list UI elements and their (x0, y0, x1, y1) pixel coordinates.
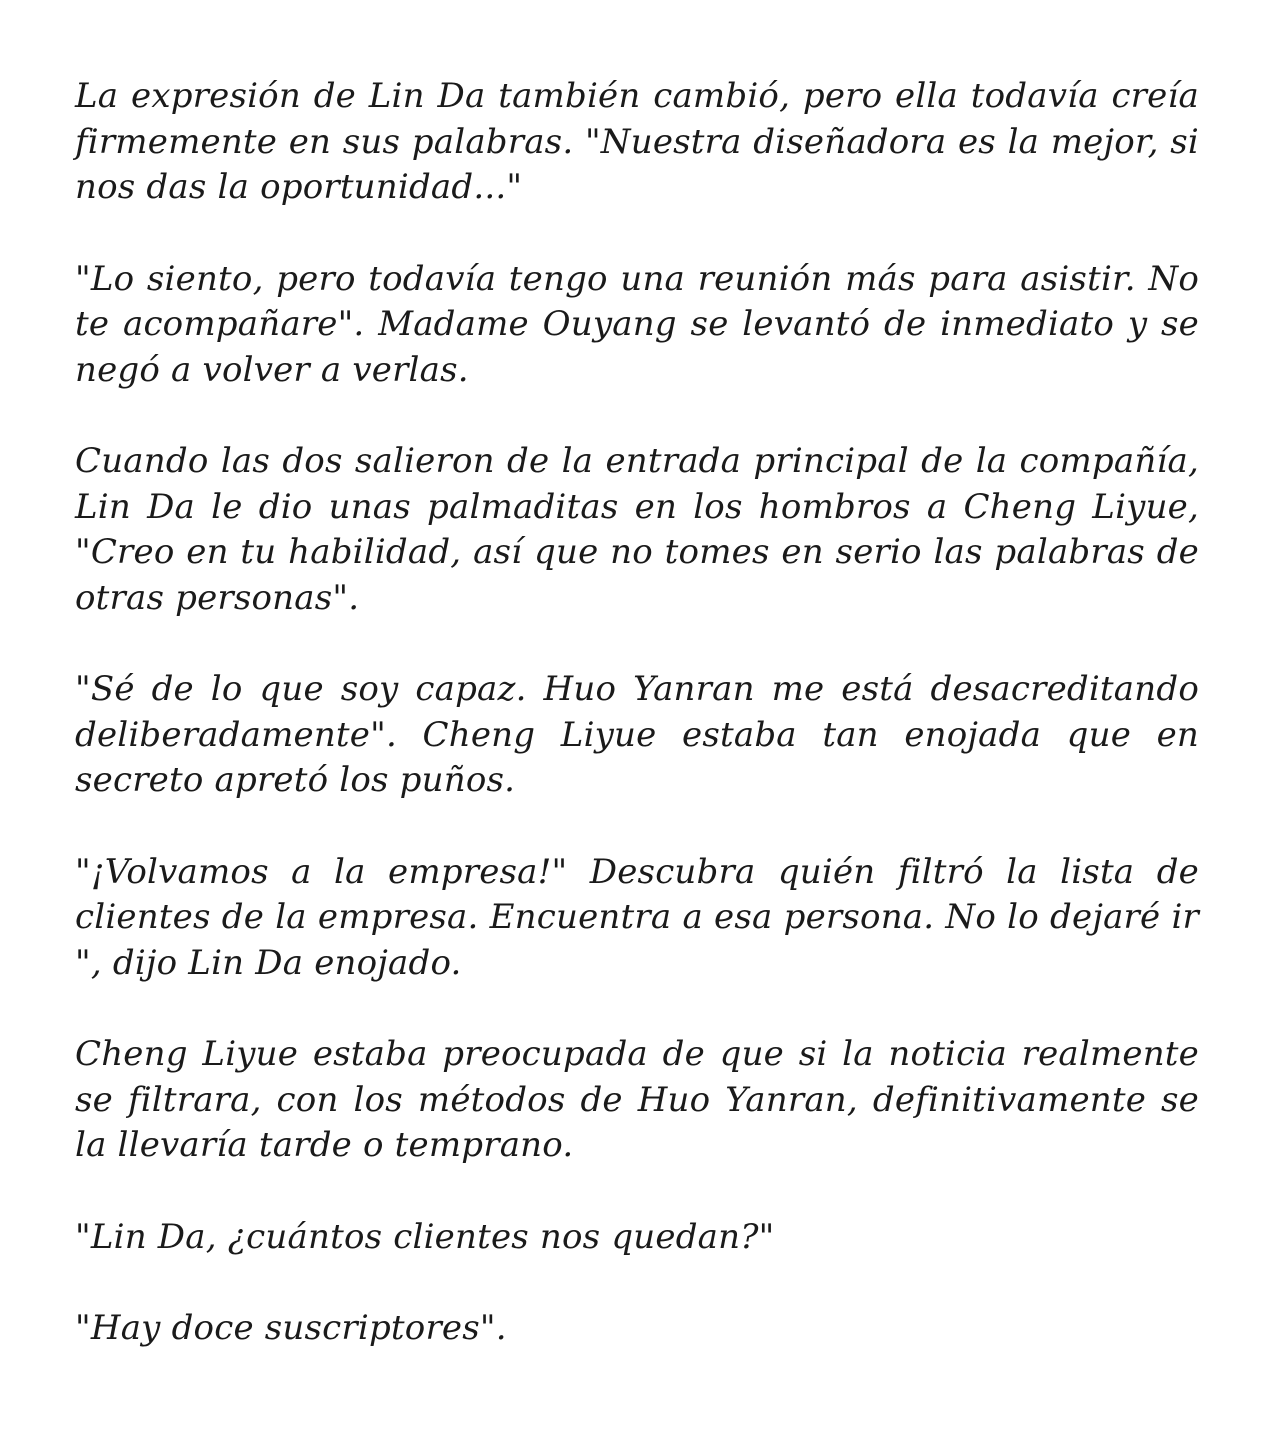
paragraph: "¡Volvamos a la empresa!" Descubra quién filtró la lista de clientes de la empresa. Encuentra a esa persona. No lo dejaré ir ", dijo Lin Da enojado. (75, 851, 1199, 983)
paragraph: Cuando las dos salieron de la entrada principal de la compañía, Lin Da le dio unas palmaditas en los hombros a Cheng Liyue, "Creo en tu habilidad, así que no tomes en serio las palabras de otras personas". (75, 441, 1199, 618)
paragraph: "Sé de lo que soy capaz. Huo Yanran me está desacreditando deliberadamente". Cheng Liyue estaba tan enojada que en secreto apretó los puños. (75, 669, 1199, 800)
paragraph: La expresión de Lin Da también cambió, pero ella todavía creía firmemente en sus palabras. "Nuestra diseñadora es la mejor, si nos das la oportunidad..." (75, 76, 1199, 207)
paragraph: "Hay doce suscriptores". (75, 1308, 507, 1348)
document-body (75, 74, 1199, 1352)
paragraph: "Lo siento, pero todavía tengo una reunión más para asistir. No te acompañare". Madame Ouyang se levantó de inmediato y se negó a volver a verlas. (75, 258, 1199, 390)
paragraph: "Lin Da, ¿cuántos clientes nos quedan?" (75, 1216, 775, 1257)
paragraph: Cheng Liyue estaba preocupada de que si la noticia realmente se filtrara, con los métodos de Huo Yanran, definitivamente se la llevaría tarde o temprano. (75, 1034, 1199, 1165)
